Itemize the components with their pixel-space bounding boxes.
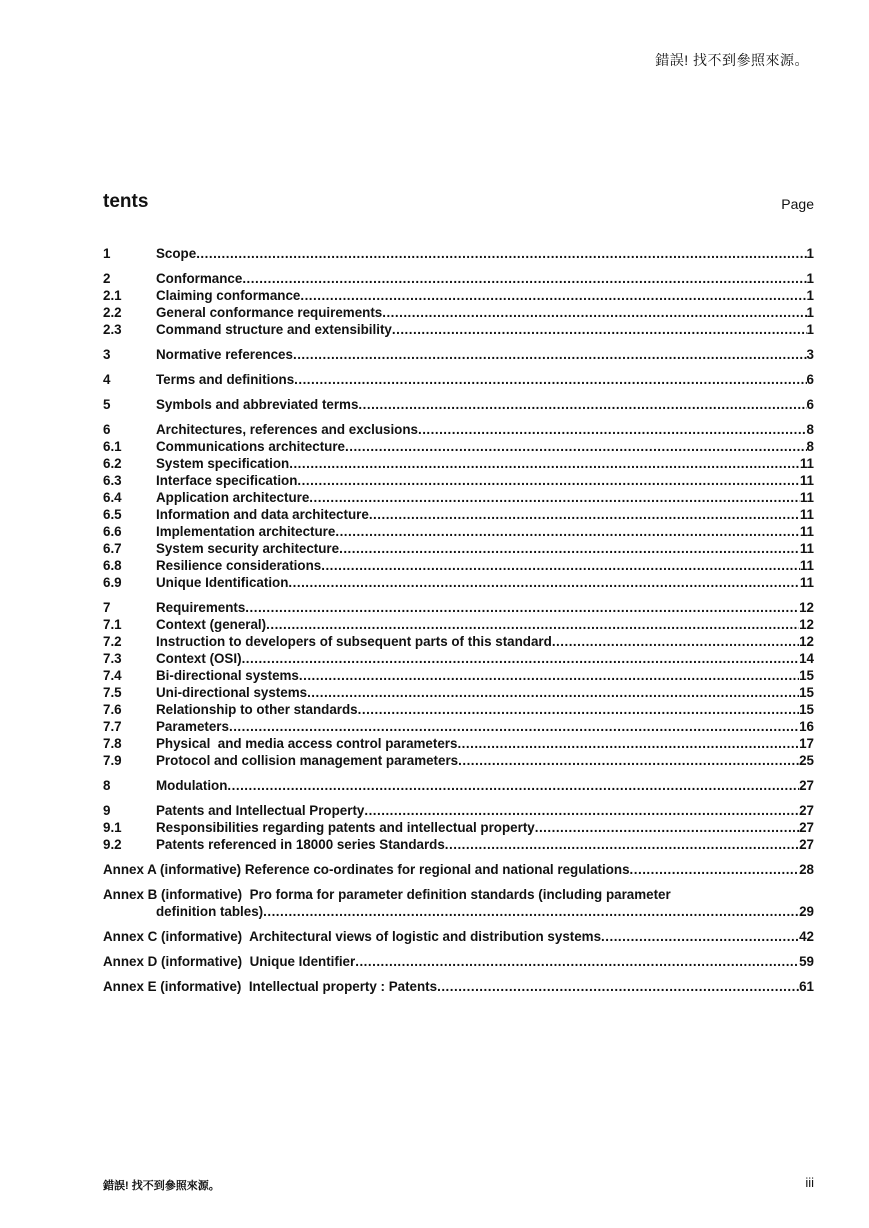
toc-page: 15	[799, 668, 814, 683]
dot-leader	[245, 599, 799, 616]
toc-number: 6.4	[103, 490, 122, 505]
toc-entry-9[interactable]	[103, 802, 814, 819]
toc-text: definition tables)	[156, 904, 264, 919]
toc-entry-4[interactable]	[103, 371, 814, 388]
dot-leader	[418, 421, 807, 438]
dot-leader	[227, 777, 799, 794]
dot-leader	[307, 684, 799, 701]
toc-entry-2-1[interactable]	[103, 287, 814, 304]
dot-leader	[355, 953, 799, 970]
toc-number: 8	[103, 778, 111, 793]
toc-text: Protocol and collision management parameters	[156, 753, 459, 768]
toc-entry-7-5[interactable]	[103, 684, 814, 701]
toc-page: 11	[799, 490, 814, 505]
toc-page: 12	[799, 634, 814, 649]
toc-entry-7-4[interactable]	[103, 667, 814, 684]
toc-text: Requirements	[156, 600, 246, 615]
toc-text: Communications architecture	[156, 439, 345, 454]
toc-page: 1	[806, 322, 814, 337]
toc-text: Command structure and extensibility	[156, 322, 392, 337]
dot-leader	[358, 701, 799, 718]
toc-page: 6	[806, 397, 814, 412]
dot-leader	[309, 489, 800, 506]
dot-leader	[437, 978, 799, 995]
toc-number: 2	[103, 271, 111, 286]
toc-number: 7.3	[103, 651, 122, 666]
toc-number: 6.1	[103, 439, 122, 454]
toc-page: 11	[799, 541, 814, 556]
toc-number: 7.1	[103, 617, 122, 632]
header-error-reference: 錯誤! 找不到參照來源。	[655, 52, 809, 68]
toc-number: 9.2	[103, 837, 122, 852]
toc-text: Uni-directional systems	[156, 685, 308, 700]
toc-page: 27	[799, 820, 814, 835]
toc-number: 2.2	[103, 305, 122, 320]
toc-page: 27	[799, 837, 814, 852]
dot-leader	[294, 371, 806, 388]
toc-number: 7.6	[103, 702, 122, 717]
toc-entry-7[interactable]	[103, 599, 814, 616]
footer-error-reference: 錯誤! 找不到參照來源。	[103, 1180, 220, 1192]
toc-entry-7-8[interactable]	[103, 735, 814, 752]
toc-text: Relationship to other standards	[156, 702, 358, 717]
toc-page: 11	[799, 473, 814, 488]
toc-number: 6.6	[103, 524, 122, 539]
toc-annex-b[interactable]	[103, 886, 814, 903]
toc-number: 6.8	[103, 558, 122, 573]
toc-page: 8	[806, 439, 814, 454]
toc-number: 6.2	[103, 456, 122, 471]
toc-page: 27	[799, 778, 814, 793]
toc-page: 1	[806, 288, 814, 303]
toc-text: Scope	[156, 246, 197, 261]
toc-text: Bi-directional systems	[156, 668, 299, 683]
dot-leader	[369, 506, 800, 523]
toc-page: 11	[799, 507, 814, 522]
toc-number: 2.1	[103, 288, 122, 303]
toc-page: 8	[806, 422, 814, 437]
dot-leader	[196, 245, 806, 262]
toc-entry-2-2[interactable]	[103, 304, 814, 321]
toc-number: 6.5	[103, 507, 122, 522]
dot-leader	[358, 396, 806, 413]
toc-page: 15	[799, 685, 814, 700]
toc-text: Instruction to developers of subsequent parts of this standard	[156, 634, 552, 649]
toc-page: 25	[799, 753, 814, 768]
toc-number: 6.3	[103, 473, 122, 488]
toc-entry-7-3[interactable]	[103, 650, 814, 667]
toc-text: Annex D (informative) Unique Identifier	[103, 954, 356, 969]
toc-text: Symbols and abbreviated terms	[156, 397, 359, 412]
dot-leader	[445, 836, 799, 853]
toc-page: 16	[799, 719, 814, 734]
toc-text: Resilience considerations	[156, 558, 322, 573]
toc-entry-9-1[interactable]	[103, 819, 814, 836]
toc-entry-7-1[interactable]	[103, 616, 814, 633]
toc-text: System security architecture	[156, 541, 340, 556]
toc-text: Claiming conformance	[156, 288, 301, 303]
toc-number: 5	[103, 397, 111, 412]
dot-leader	[345, 438, 807, 455]
dot-leader	[458, 752, 799, 769]
toc-page: 11	[799, 575, 814, 590]
toc-text: Patents referenced in 18000 series Standards	[156, 837, 445, 852]
toc-text: Annex A (informative) Reference co-ordinates for regional and national regulations	[103, 862, 630, 877]
toc-text: Modulation	[156, 778, 228, 793]
toc-entry-5[interactable]	[103, 396, 814, 413]
toc-text: Normative references	[156, 347, 293, 362]
toc-entry-6-3[interactable]	[103, 472, 814, 489]
dot-leader	[535, 819, 799, 836]
toc-page: 17	[799, 736, 814, 751]
toc-text: Context (OSI)	[156, 651, 242, 666]
toc-annex-e[interactable]	[103, 978, 814, 995]
toc-number: 7.5	[103, 685, 122, 700]
toc-page: 28	[799, 862, 814, 877]
dot-leader	[335, 523, 800, 540]
toc-page: 42	[799, 929, 814, 944]
toc-title: tents	[103, 191, 149, 212]
toc-text: Patents and Intellectual Property	[156, 803, 365, 818]
toc-text: Architectures, references and exclusions	[156, 422, 418, 437]
dot-leader	[382, 304, 806, 321]
toc-text: Context (general)	[156, 617, 267, 632]
toc-entry-7-9[interactable]	[103, 752, 814, 769]
toc-entry-7-2[interactable]	[103, 633, 814, 650]
toc-number: 6.7	[103, 541, 122, 556]
toc-annex-d[interactable]	[103, 953, 814, 970]
dot-leader	[339, 540, 800, 557]
toc-text: System specification	[156, 456, 290, 471]
dot-leader	[321, 557, 800, 574]
toc-number: 4	[103, 372, 111, 387]
toc-number: 3	[103, 347, 111, 362]
toc-text: Annex B (informative) Pro forma for parameter definition standards (including parameter	[103, 887, 671, 902]
dot-leader	[263, 903, 799, 920]
dot-leader	[293, 346, 807, 363]
toc-number: 7.7	[103, 719, 122, 734]
toc-entry-7-6[interactable]	[103, 701, 814, 718]
toc-text: Physical and media access control parameters	[156, 736, 458, 751]
dot-leader	[630, 861, 800, 878]
toc-page: 27	[799, 803, 814, 818]
dot-leader	[229, 718, 799, 735]
dot-leader	[300, 287, 806, 304]
toc-text: Parameters	[156, 719, 229, 734]
toc-page: 15	[799, 702, 814, 717]
toc-annex-b-continuation[interactable]	[103, 903, 814, 920]
dot-leader	[242, 650, 800, 667]
footer-page-number: iii	[805, 1175, 814, 1190]
toc-text: Annex C (informative) Architectural views of logistic and distribution systems	[103, 929, 602, 944]
toc-entry-6-1[interactable]	[103, 438, 814, 455]
dot-leader	[288, 574, 799, 591]
toc-number: 7.2	[103, 634, 122, 649]
dot-leader	[601, 928, 799, 945]
toc-page: 59	[799, 954, 814, 969]
toc-text: Terms and definitions	[156, 372, 295, 387]
toc-text: Responsibilities regarding patents and intellectual property	[156, 820, 535, 835]
toc-number: 6	[103, 422, 111, 437]
toc-entry-6-7[interactable]	[103, 540, 814, 557]
toc-number: 6.9	[103, 575, 122, 590]
table-of-contents	[103, 245, 814, 995]
page-column-label: Page	[781, 196, 814, 212]
toc-text: Interface specification	[156, 473, 298, 488]
toc-text: Unique Identification	[156, 575, 289, 590]
toc-number: 7.9	[103, 753, 122, 768]
dot-leader	[297, 472, 799, 489]
toc-number: 9.1	[103, 820, 122, 835]
toc-number: 1	[103, 246, 111, 261]
toc-entry-6-9[interactable]	[103, 574, 814, 591]
toc-page: 1	[806, 246, 814, 261]
toc-text: Conformance	[156, 271, 243, 286]
toc-page: 11	[799, 456, 814, 471]
dot-leader	[289, 455, 800, 472]
toc-number: 7.8	[103, 736, 122, 751]
toc-entry-6[interactable]	[103, 421, 814, 438]
toc-entry-2-3[interactable]	[103, 321, 814, 338]
toc-number: 7	[103, 600, 111, 615]
toc-page: 12	[799, 617, 814, 632]
toc-entry-3[interactable]	[103, 346, 814, 363]
toc-page: 12	[799, 600, 814, 615]
toc-page: 11	[799, 558, 814, 573]
toc-entry-2[interactable]	[103, 270, 814, 287]
toc-entry-6-6[interactable]	[103, 523, 814, 540]
toc-page: 6	[806, 372, 814, 387]
toc-entry-1[interactable]	[103, 245, 814, 262]
dot-leader	[552, 633, 799, 650]
dot-leader	[266, 616, 799, 633]
toc-entry-7-7[interactable]	[103, 718, 814, 735]
toc-text: Application architecture	[156, 490, 310, 505]
dot-leader	[242, 270, 806, 287]
toc-annex-c[interactable]	[103, 928, 814, 945]
toc-entry-6-4[interactable]	[103, 489, 814, 506]
toc-entry-6-5[interactable]	[103, 506, 814, 523]
toc-entry-6-8[interactable]	[103, 557, 814, 574]
toc-number: 7.4	[103, 668, 122, 683]
toc-text: Implementation architecture	[156, 524, 336, 539]
toc-page: 1	[806, 271, 814, 286]
dot-leader	[364, 802, 799, 819]
toc-entry-9-2[interactable]	[103, 836, 814, 853]
toc-annex-a[interactable]	[103, 861, 814, 878]
dot-leader	[392, 321, 807, 338]
toc-page: 11	[799, 524, 814, 539]
toc-text: Information and data architecture	[156, 507, 369, 522]
toc-entry-8[interactable]	[103, 777, 814, 794]
toc-number: 2.3	[103, 322, 122, 337]
toc-page: 29	[799, 904, 814, 919]
dot-leader	[457, 735, 799, 752]
toc-page: 61	[799, 979, 814, 994]
toc-number: 9	[103, 803, 111, 818]
toc-page: 1	[806, 305, 814, 320]
toc-page: 3	[806, 347, 814, 362]
toc-text: Annex E (informative) Intellectual property : Patents	[103, 979, 438, 994]
toc-entry-6-2[interactable]	[103, 455, 814, 472]
toc-page: 14	[799, 651, 814, 666]
toc-text: General conformance requirements	[156, 305, 383, 320]
dot-leader	[299, 667, 799, 684]
